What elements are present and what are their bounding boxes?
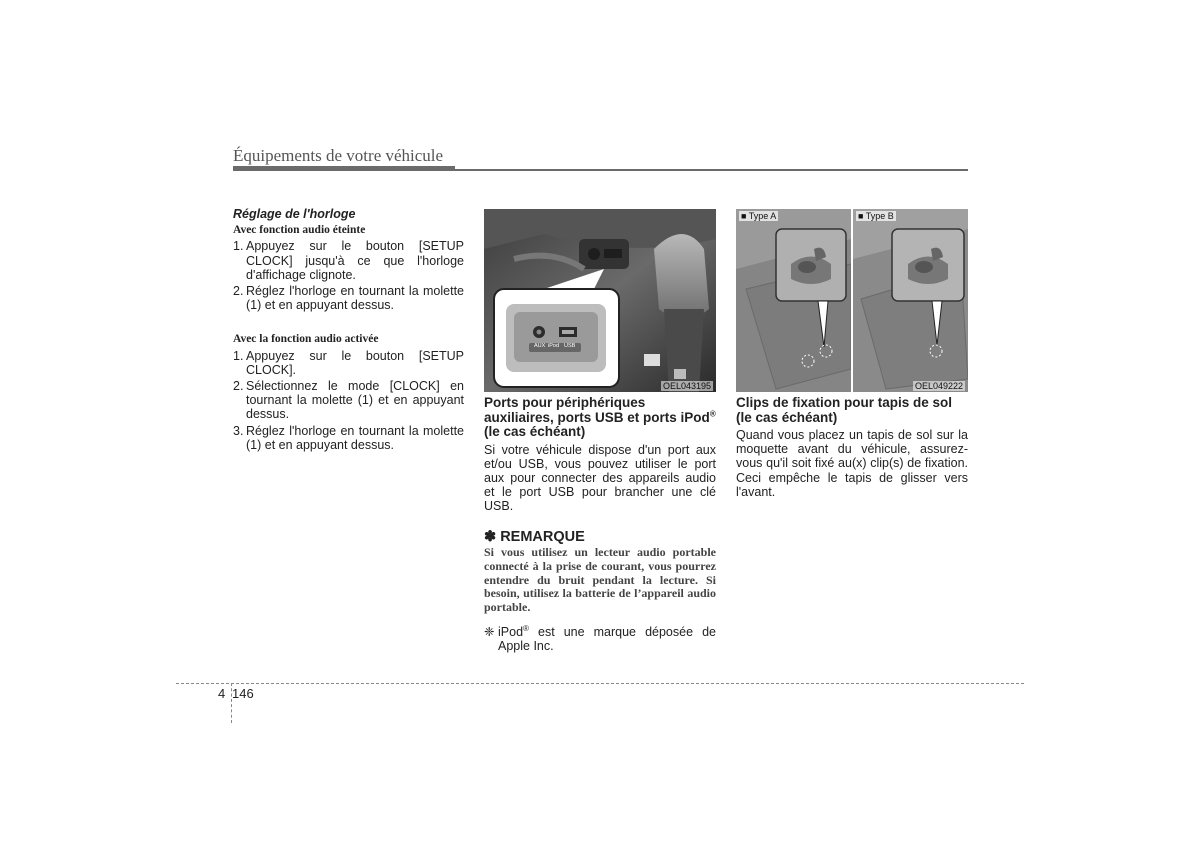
floor-mat-body: Quand vous placez un tapis de sol sur la moquette avant du véhicule, assurez-vous qu'il soit fixé au(x) clip(s) de fixation. Ceci empêche le tapis de glisser vers l'avant. <box>736 428 968 499</box>
type-b-label: ■ Type B <box>858 211 894 221</box>
column-ports <box>484 396 716 654</box>
footnote-asterisk-icon: ❈ <box>484 625 495 640</box>
aux-usb-port-photo <box>484 209 716 392</box>
port-label-usb: USB <box>564 343 576 349</box>
audio-on-heading: Avec la fonction audio activée <box>233 333 379 346</box>
image-code: OEL049222 <box>914 381 963 391</box>
page-number <box>218 686 254 701</box>
audio-on-steps <box>233 349 464 452</box>
ports-heading: Ports pour périphériques auxiliaires, ports USB et ports iPod® (le cas échéant) <box>484 395 716 439</box>
audio-off-steps <box>233 239 464 312</box>
list-item: 3. Réglez l'horloge en tournant la molette (1) et en appuyant dessus. <box>233 423 464 452</box>
port-label-ipod: iPod <box>548 343 560 349</box>
note-heading: ✽ REMARQUE <box>484 528 585 545</box>
page-header-title: Équipements de votre véhicule <box>233 146 444 165</box>
note-star-icon: ✽ <box>484 528 497 545</box>
footer-rule <box>176 683 1024 684</box>
note-body: Si vous utilisez un lecteur audio portable connecté à la prise de courant, vous pourrez entendre du bruit pendant la lecture. Si besoin, utilisez la batterie de l’appareil audio portable. <box>484 544 716 615</box>
ports-body: Si votre véhicule dispose d'un port aux et/ou USB, vous pouvez utiliser le port aux pour connecter des appareils audio et le port USB pour brancher une clé USB. <box>484 442 716 514</box>
list-item: 2. Réglez l'horloge en tournant la molette (1) et en appuyant dessus. <box>233 284 464 313</box>
chapter-number: 4 <box>218 686 226 701</box>
type-a-label: ■ Type A <box>741 211 777 221</box>
clock-heading: Réglage de l'horloge <box>233 207 356 221</box>
floor-mat-heading: Clips de fixation pour tapis de sol (le cas échéant) <box>736 395 953 425</box>
list-item: 1. Appuyez sur le bouton [SETUP CLOCK] jusqu'à ce que l'horloge d'affichage clignote. <box>233 239 464 282</box>
ipod-trademark-footnote: ❈ iPod® est une marque déposée de Apple Inc. <box>484 624 716 654</box>
header-rule-thin <box>455 169 968 171</box>
list-item: 1. Appuyez sur le bouton [SETUP CLOCK]. <box>233 348 464 377</box>
audio-off-heading: Avec fonction audio éteinte <box>233 224 366 237</box>
header-rule-thick <box>233 166 455 171</box>
list-item: 2. Sélectionnez le mode [CLOCK] en tournant la molette (1) et en appuyant dessus. <box>233 379 464 422</box>
floor-mat-clip-photo <box>736 209 968 392</box>
column-clock-settings <box>233 207 464 454</box>
page-number-value: 146 <box>232 686 254 701</box>
port-label-aux: AUX <box>534 343 546 349</box>
column-floor-mat-clips <box>736 396 968 499</box>
image-code: OEL043195 <box>662 381 711 391</box>
